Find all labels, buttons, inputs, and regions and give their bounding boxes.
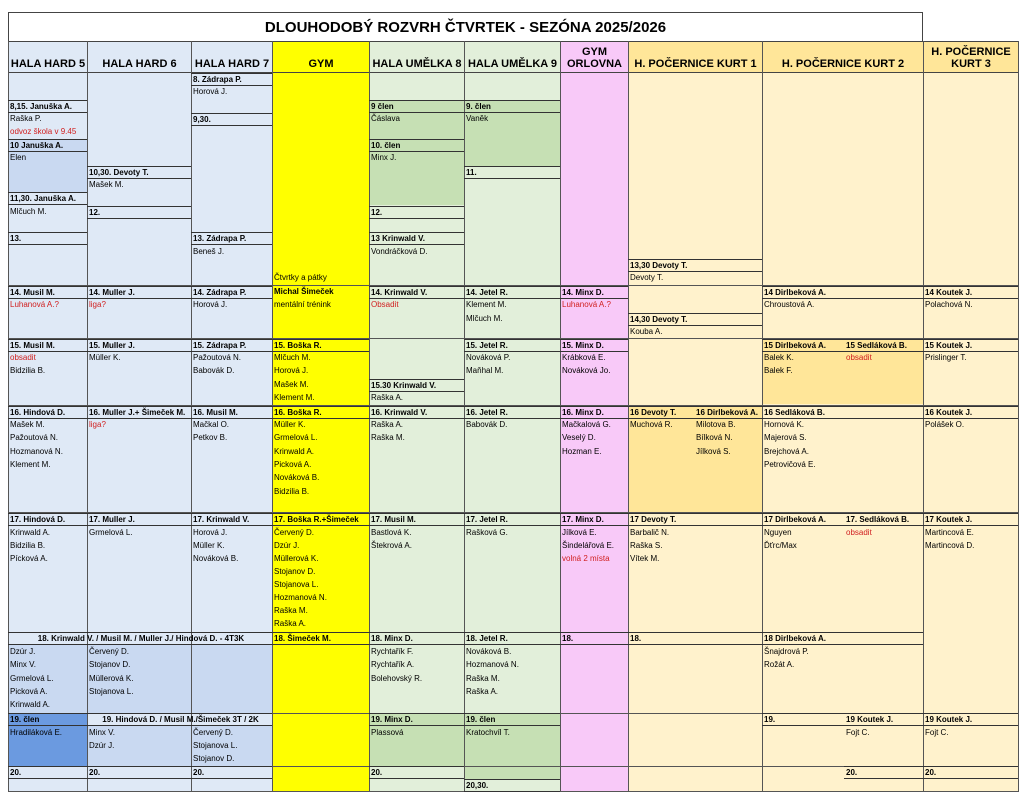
schedule-cell: Stojanova L. — [193, 741, 238, 750]
schedule-cell: 17 Dirlbeková A. — [762, 513, 844, 526]
schedule-cell: Nguyen — [764, 528, 792, 537]
schedule-cell: 17. Krinwald V. — [191, 513, 272, 526]
schedule-cell: Hozmanová N. — [10, 447, 63, 456]
schedule-cell: Stojanov D. — [89, 660, 131, 669]
schedule-cell: 20. — [923, 766, 1018, 779]
schedule-cell: Šnajdrová P. — [764, 647, 809, 656]
schedule-cell: 14 Koutek J. — [923, 286, 1018, 299]
schedule-cell: mentální trénink — [274, 300, 331, 309]
schedule-cell: Maňhal M. — [466, 366, 504, 375]
schedule-cell: 16 Koutek J. — [923, 406, 1018, 419]
schedule-cell: volná 2 místa — [562, 554, 610, 563]
schedule-cell: Raška M. — [371, 433, 405, 442]
header-pocernice-kurt-1: H. POČERNICE KURT 1 — [628, 41, 763, 73]
schedule-cell: Vondráčková D. — [371, 247, 428, 256]
schedule-cell: obsadit — [846, 528, 872, 537]
schedule-cell: 8,15. Januška A. — [8, 100, 87, 113]
schedule-cell: Čáslava — [371, 114, 400, 123]
schedule-cell: Hozmanová N. — [274, 593, 327, 602]
header-gym: GYM — [272, 41, 370, 73]
schedule-cell: 19. člen — [464, 713, 560, 726]
schedule-cell: Luhanová A.? — [562, 300, 611, 309]
schedule-cell: 13. — [8, 232, 87, 245]
schedule-cell: Horová J. — [193, 87, 228, 96]
schedule-cell: 15. Minx D. — [560, 339, 628, 352]
schedule-cell: Mašek M. — [274, 380, 309, 389]
schedule-cell: 19 Koutek J. — [923, 713, 1018, 726]
schedule-cell: Krinwald A. — [274, 447, 315, 456]
schedule-cell: 17. Jetel R. — [464, 513, 560, 526]
schedule-cell: 15. Boška R. — [272, 339, 369, 352]
schedule-cell: Balek K. — [764, 353, 794, 362]
schedule-cell: Stojanova L. — [89, 687, 134, 696]
header-hala-hard-5: HALA HARD 5 — [8, 41, 88, 73]
schedule-cell: 16 Devoty T. — [628, 406, 694, 419]
schedule-cell: 10 Januška A. — [8, 139, 87, 152]
schedule-cell: Stojanov D. — [193, 754, 235, 763]
schedule-cell: Klement M. — [274, 393, 315, 402]
header-hala-hard-6: HALA HARD 6 — [87, 41, 192, 73]
schedule-cell: Raška A. — [371, 420, 404, 429]
schedule-cell: Minx J. — [371, 153, 397, 162]
schedule-cell: Müller K. — [193, 541, 225, 550]
col-bg-kurt3 — [923, 73, 1019, 792]
schedule-cell: 15 Dirlbeková A. — [762, 339, 844, 352]
schedule-cell: Jílková S. — [696, 447, 731, 456]
schedule-cell: Dzúr J. — [10, 647, 36, 656]
schedule-cell: Čtvrtky a pátky — [274, 273, 327, 282]
schedule-cell: Vítek M. — [630, 554, 660, 563]
schedule-cell: Nováková Jo. — [562, 366, 611, 375]
schedule-cell: Elen — [10, 153, 27, 162]
schedule-cell: 15. Muller J. — [87, 339, 191, 352]
header-hala-hard-7: HALA HARD 7 — [191, 41, 273, 73]
schedule-cell: 18. Šimeček M. — [272, 632, 369, 645]
schedule-cell: Stojanova L. — [274, 580, 319, 589]
schedule-cell: 9 člen — [369, 100, 464, 113]
schedule-cell: Dzúr J. — [89, 741, 115, 750]
schedule-cell: 17. Boška R.+Šimeček — [272, 513, 369, 526]
schedule-cell: Rychtařík F. — [371, 647, 414, 656]
schedule-cell: Minx V. — [10, 660, 36, 669]
schedule-cell: Vaněk — [466, 114, 489, 123]
schedule-cell: Pícková A. — [10, 554, 48, 563]
page-title: DLOUHODOBÝ ROZVRH ČTVRTEK - SEZÓNA 2025/2026 — [8, 12, 923, 42]
schedule-cell: 14. Krinwald V. — [369, 286, 464, 299]
schedule-cell: 14. Musil M. — [8, 286, 87, 299]
schedule-cell: 14. Zádrapa P. — [191, 286, 272, 299]
schedule-cell: Luhanová A.? — [10, 300, 59, 309]
schedule-cell: Bidzilia B. — [274, 487, 310, 496]
schedule-cell: Veselý D. — [562, 433, 596, 442]
schedule-cell: 11,30. Januška A. — [8, 192, 87, 205]
schedule-cell: Hozman E. — [562, 447, 602, 456]
schedule-cell: Polachová N. — [925, 300, 973, 309]
schedule-cell: Klement M. — [10, 460, 51, 469]
schedule-cell: Horová J. — [193, 528, 228, 537]
schedule-cell: Mlčuch M. — [466, 314, 503, 323]
schedule-cell: 20. — [191, 766, 272, 779]
schedule-cell: Mašek M. — [89, 180, 124, 189]
schedule-cell: Jílková E. — [562, 528, 597, 537]
schedule-cell: 17. Sedláková B. — [844, 513, 923, 526]
schedule-cell: 17 Devoty T. — [628, 513, 762, 526]
schedule-cell: Muchová R. — [630, 420, 673, 429]
schedule-cell: 19. člen — [8, 713, 87, 726]
schedule-cell: 18. — [628, 632, 762, 645]
schedule-cell: 13,30 Devoty T. — [628, 259, 762, 272]
schedule-cell: 15.30 Krinwald V. — [369, 379, 464, 392]
schedule-cell: Klement M. — [466, 300, 507, 309]
schedule-cell: Fojt C. — [846, 728, 870, 737]
schedule-cell: Majerová S. — [764, 433, 807, 442]
schedule-cell: Rašková G. — [466, 528, 508, 537]
schedule-cell: Mašek M. — [10, 420, 45, 429]
schedule-cell: 18 Dirlbeková A. — [762, 632, 923, 645]
schedule-cell: 15. Jetel R. — [464, 339, 560, 352]
schedule-cell: 16 Dirlbeková A. — [694, 406, 762, 419]
schedule-cell: Müller K. — [89, 353, 121, 362]
schedule-cell: Raška A. — [371, 393, 404, 402]
schedule-cell: Bílková N. — [696, 433, 733, 442]
schedule-cell: Chroustová A. — [764, 300, 815, 309]
schedule-cell: Raška S. — [630, 541, 663, 550]
schedule-cell: 16. Krinwald V. — [369, 406, 464, 419]
schedule-cell: 20. — [8, 766, 87, 779]
schedule-cell: 17. Minx D. — [560, 513, 628, 526]
schedule-cell: Grmelová L. — [274, 433, 318, 442]
schedule-cell: Polášek O. — [925, 420, 965, 429]
schedule-cell: 16. Musil M. — [191, 406, 272, 419]
schedule-cell: Mlčuch M. — [274, 353, 311, 362]
schedule-cell: 13 Krinwald V. — [369, 232, 464, 245]
schedule-cell: Pažoutová N. — [10, 433, 59, 442]
schedule-cell: 16. Jetel R. — [464, 406, 560, 419]
schedule-cell: Rychtařík A. — [371, 660, 415, 669]
schedule-cell: 17. Hindová D. — [8, 513, 87, 526]
schedule-cell: Šindelářová E. — [562, 541, 615, 550]
schedule-cell: 17. Muller J. — [87, 513, 191, 526]
schedule-cell: 16. Muller J.+ Šimeček M. — [87, 406, 191, 419]
schedule-cell: Nováková B. — [466, 647, 512, 656]
schedule-cell: Pažoutová N. — [193, 353, 242, 362]
schedule-cell: Beneš J. — [193, 247, 225, 256]
schedule-cell: 16. Boška R. — [272, 406, 369, 419]
schedule-cell: Kouba A. — [630, 327, 663, 336]
schedule-cell: Krinwald A. — [10, 528, 51, 537]
schedule-cell: Minx V. — [89, 728, 115, 737]
schedule-cell: 19. — [762, 713, 844, 726]
schedule-cell: Raška M. — [466, 674, 500, 683]
schedule-cell: 15 Koutek J. — [923, 339, 1018, 352]
schedule-cell: 18. Jetel R. — [464, 632, 560, 645]
schedule-cell: Brejchová A. — [764, 447, 809, 456]
header-gym-orlovna: GYM ORLOVNA — [560, 41, 629, 73]
schedule-cell: Dzúr J. — [274, 541, 300, 550]
schedule-cell: liga? — [89, 420, 106, 429]
schedule-cell: Babovák D. — [193, 366, 235, 375]
schedule-cell: 16. Minx D. — [560, 406, 628, 419]
schedule-cell: Müllerová K. — [89, 674, 134, 683]
schedule-cell: 20. — [87, 766, 191, 779]
schedule-cell: Rožát A. — [764, 660, 795, 669]
schedule-cell: 10. člen — [369, 139, 464, 152]
schedule-cell: Prislinger T. — [925, 353, 967, 362]
schedule-cell: 13. Zádrapa P. — [191, 232, 272, 245]
header-hala-umelka-9: HALA UMĚLKA 9 — [464, 41, 561, 73]
schedule-cell: Devoty T. — [630, 273, 664, 282]
schedule-cell: 20. — [844, 766, 923, 779]
schedule-cell: Horová J. — [193, 300, 228, 309]
schedule-cell: 20. — [369, 766, 464, 779]
schedule-cell: Mlčuch M. — [10, 207, 47, 216]
schedule-cell: Barbalič N. — [630, 528, 670, 537]
schedule-cell: Fojt C. — [925, 728, 949, 737]
schedule-cell: obsadit — [846, 353, 872, 362]
schedule-cell: 19. Hindová D. / Musil M./Šimeček 3T / 2K — [87, 713, 272, 726]
schedule-cell: Picková A. — [10, 687, 48, 696]
schedule-cell: 15 Sedláková B. — [844, 339, 923, 352]
schedule-cell: 17. Musil M. — [369, 513, 464, 526]
schedule-cell: Obsadit — [371, 300, 399, 309]
schedule-cell: Raška A. — [274, 619, 307, 628]
schedule-cell: Bastlová K. — [371, 528, 412, 537]
schedule-cell: Babovák D. — [466, 420, 508, 429]
schedule-cell: Hornová K. — [764, 420, 805, 429]
schedule-cell: 15. Zádrapa P. — [191, 339, 272, 352]
schedule-cell: Picková A. — [274, 460, 312, 469]
schedule-cell: Plassová — [371, 728, 404, 737]
schedule-cell: 14 Dirlbeková A. — [762, 286, 923, 299]
schedule-cell: 19 Koutek J. — [844, 713, 923, 726]
header-hala-umelka-8: HALA UMĚLKA 8 — [369, 41, 465, 73]
schedule-cell: liga? — [89, 300, 106, 309]
schedule-cell: Červený D. — [193, 728, 234, 737]
schedule-cell: Nováková B. — [274, 473, 320, 482]
schedule-cell: Horová J. — [274, 366, 309, 375]
schedule-cell: 12. — [87, 206, 191, 219]
schedule-cell: Müller K. — [274, 420, 306, 429]
schedule-cell: 17 Koutek J. — [923, 513, 1018, 526]
schedule-cell: Ďťrc/Max — [764, 541, 797, 550]
schedule-cell: Raška M. — [274, 606, 308, 615]
schedule-cell: 16 Sedláková B. — [762, 406, 923, 419]
schedule-cell: Petrovičová E. — [764, 460, 816, 469]
schedule-cell: 14. Minx D. — [560, 286, 628, 299]
schedule-cell: Stojanov D. — [274, 567, 316, 576]
schedule-cell: 18. Minx D. — [369, 632, 464, 645]
schedule-cell: 14. Muller J. — [87, 286, 191, 299]
schedule-cell: 14,30 Devoty T. — [628, 313, 762, 326]
header-pocernice-kurt-3: H. POČERNICE KURT 3 — [923, 41, 1019, 73]
schedule-cell: Nováková B. — [193, 554, 239, 563]
schedule-cell: Mačkalová G. — [562, 420, 611, 429]
schedule-cell: obsadit — [10, 353, 36, 362]
schedule-cell: Raška A. — [466, 687, 499, 696]
schedule-cell: Bolehovský R. — [371, 674, 423, 683]
schedule-cell: Krábková E. — [562, 353, 606, 362]
header-pocernice-kurt-2: H. POČERNICE KURT 2 — [762, 41, 924, 73]
schedule-cell: Martincová E. — [925, 528, 974, 537]
schedule-cell: Červený D. — [89, 647, 130, 656]
schedule-cell: 18. — [560, 632, 628, 645]
schedule-cell: Hozmanová N. — [466, 660, 519, 669]
schedule-cell: Müllerová K. — [274, 554, 319, 563]
schedule-cell: Raška P. — [10, 114, 42, 123]
schedule-cell: Michal Šimeček — [274, 287, 334, 296]
schedule-cell: 15. Musil M. — [8, 339, 87, 352]
schedule-cell: Nováková P. — [466, 353, 511, 362]
schedule-cell: 16. Hindová D. — [8, 406, 87, 419]
schedule-cell: Mačkal O. — [193, 420, 230, 429]
schedule-cell: 9,30. — [191, 113, 272, 126]
schedule-cell: 20,30. — [464, 779, 560, 792]
schedule-cell: Balek F. — [764, 366, 793, 375]
schedule-cell: 8. Zádrapa P. — [191, 73, 272, 86]
schedule-cell: 9. člen — [464, 100, 560, 113]
schedule-cell: Bidzilia B. — [10, 366, 46, 375]
schedule-cell: 11. — [464, 166, 560, 179]
schedule-cell: 12. — [369, 206, 464, 219]
schedule-cell: Grmelová L. — [10, 674, 54, 683]
schedule-cell: Štekrová A. — [371, 541, 412, 550]
schedule-cell: Milotova B. — [696, 420, 736, 429]
schedule-cell: Hradiláková E. — [10, 728, 63, 737]
schedule-cell: Kratochvíl T. — [466, 728, 510, 737]
schedule-cell: 14. Jetel R. — [464, 286, 560, 299]
schedule-cell: 10,30. Devoty T. — [87, 166, 191, 179]
schedule-cell: 18. Krinwald V. / Musil M. / Muller J./ Hindová D. - 4T3K — [8, 632, 272, 645]
schedule-cell: odvoz škola v 9.45 — [10, 127, 77, 136]
schedule-cell: Martincová D. — [925, 541, 975, 550]
schedule-cell: 19. Minx D. — [369, 713, 464, 726]
schedule-cell: Krinwald A. — [10, 700, 51, 709]
schedule-cell: Grmelová L. — [89, 528, 133, 537]
schedule-cell: Bidzilia B. — [10, 541, 46, 550]
schedule-cell: Červený D. — [274, 528, 315, 537]
schedule-cell: Petkov B. — [193, 433, 228, 442]
